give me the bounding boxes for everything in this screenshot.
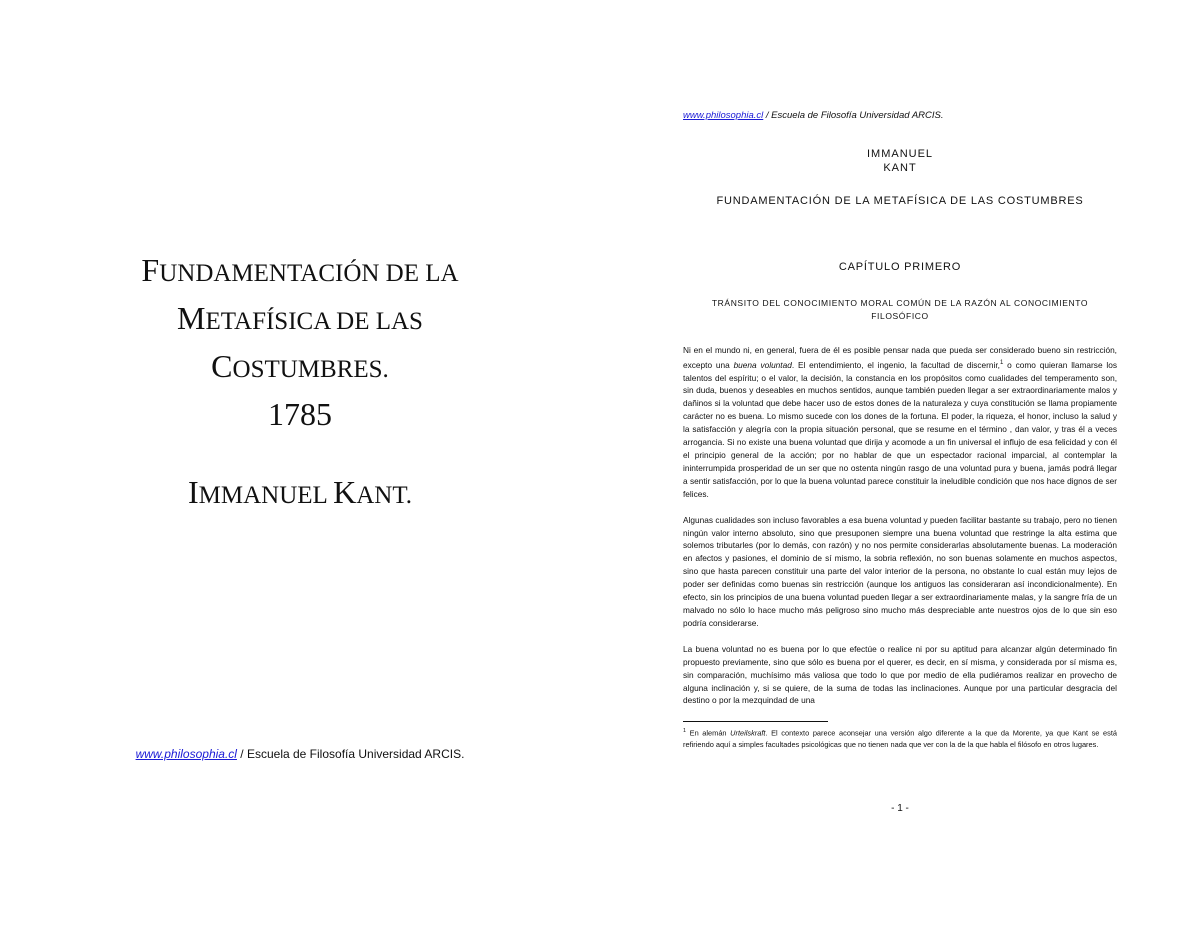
running-header-text: / Escuela de Filosofía Universidad ARCIS. — [763, 110, 944, 121]
author-last-name: KANT — [883, 162, 917, 174]
page-number: - 1 - — [891, 803, 909, 814]
footnote-divider — [683, 721, 828, 722]
paragraph-1: Ni en el mundo ni, en general, fuera de él es posible pensar nada que pueda ser considerado bueno sin restricción, excepto una buena voluntad. El entendimiento, el ingenio, la facultad de discernir,$^1$ o como quieran llamarse los talentos del espíritu; o el valor, la decisión, la constancia en los propósitos como cualidades del temperamento son, sin duda, buenos y deseables en muchos sentidos, aunque también pueden llegar a ser extraordinariamente malos y dañinos si la voluntad que debe hacer uso de estos dones de la naturaleza y cuya constitución se llama propiamente carácter no es buena. Lo mismo sucede con los dones de la fortuna. El poder, la riqueza, el honor, incluso la salud y la satisfacción y alegría con la propia situación personal, que se resume en el término , dan valor, y tras él a veces arrogancia. Si no existe una buena voluntad que dirija y acomode a un fin universal el influjo de esa felicidad y con él el principio general de la acción; por no hablar de que un espectador racional imparcial, al contemplar la ininterrumpida prosperidad de un ser que no ostenta ningún rasgo de una voluntad pura y buena, jamás podrá llegar a sentir satisfacción, por lo que la buena voluntad parece constituir la ineludible condición que nos hace dignos de ser felices. — [683, 345, 1117, 499]
chapter-heading: CAPÍTULO PRIMERO — [838, 261, 962, 273]
text-page — [600, 0, 1200, 927]
cover-title-line-3: COSTUMBRES. — [211, 348, 389, 384]
author-first-name: IMMANUEL — [866, 148, 934, 160]
chapter-subtitle: TRÁNSITO DEL CONOCIMIENTO MORAL COMÚN DE LA RAZÓN AL CONOCIMIENTO FILOSÓFICO — [711, 298, 1089, 321]
philosophia-link[interactable]: www.philosophia.cl — [135, 747, 237, 761]
paragraph-3: La buena voluntad no es buena por lo que efectúe o realice ni por su aptitud para alcanzar algún determinado fin propuesto previamente, sino que sólo es buena por el querer, es decir, en sí misma, y considerada por sí misma es, sin comparación, muchísimo más valiosa que todo lo que por medio de ella pudiéramos realizar en provecho de alguna inclinación y, si se quiere, de la suma de todas las inclinaciones. Aunque por una particular desgracia del destino o por la mezquindad de una — [683, 643, 1117, 706]
footnote: $^1$ En alemán Urteilskraft. El contexto parece aconsejar una versión algo diferente a la que da Morente, ya que Kant se está refiriendo aquí a simples facultades psicológicas que no tienen nada que ver con la de la que habla el filósofo en otros lugares. — [683, 728, 1117, 749]
cover-year: 1785 — [268, 396, 332, 432]
running-header — [683, 110, 1117, 121]
cover-title-line-2: METAFÍSICA DE LAS — [177, 300, 423, 336]
cover-author: IMMANUEL KANT. — [187, 474, 413, 510]
work-title: FUNDAMENTACIÓN DE LA METAFÍSICA DE LAS COSTUMBRES — [716, 195, 1084, 207]
footnote-ref[interactable]: 1 — [1000, 359, 1004, 366]
header-philosophia-link[interactable]: www.philosophia.cl — [683, 110, 764, 121]
page-content — [683, 110, 1117, 750]
author-heading — [683, 147, 1117, 175]
cover-footer — [60, 747, 540, 761]
cover-title-line-1: FUNDAMENTACIÓN DE LA — [141, 252, 459, 288]
paragraph-2: Algunas cualidades son incluso favorables a esa buena voluntad y pueden facilitar bastante su trabajo, pero no tienen ningún valor interno absoluto, sino que presuponen siempre una buena voluntad que restringe la alta estima que solemos tributarles (por lo demás, con razón) y no nos permite considerarlas absolutamente buenas. La moderación en afectos y pasiones, el dominio de sí mismo, la sobria reflexión, no son buenas solamente en muchos aspectos, sino que hasta parecen constituir una parte del valor interior de la persona, no obstante lo cual están muy lejos de poder ser definidas como buenas sin restricción (aunque los antiguos las consideraran así incondicionalmente). En efecto, sin los principios de una buena voluntad pueden llegar a ser extraordinariamente malas, y la sangre fría de un malvado no sólo lo hace mucho más peligroso sino mucho más despreciable ante nuestros ojos de lo que sin eso podría considerarse. — [683, 514, 1117, 628]
cover-title — [60, 248, 540, 436]
cover-footer-text: / Escuela de Filosofía Universidad ARCIS. — [236, 747, 465, 761]
